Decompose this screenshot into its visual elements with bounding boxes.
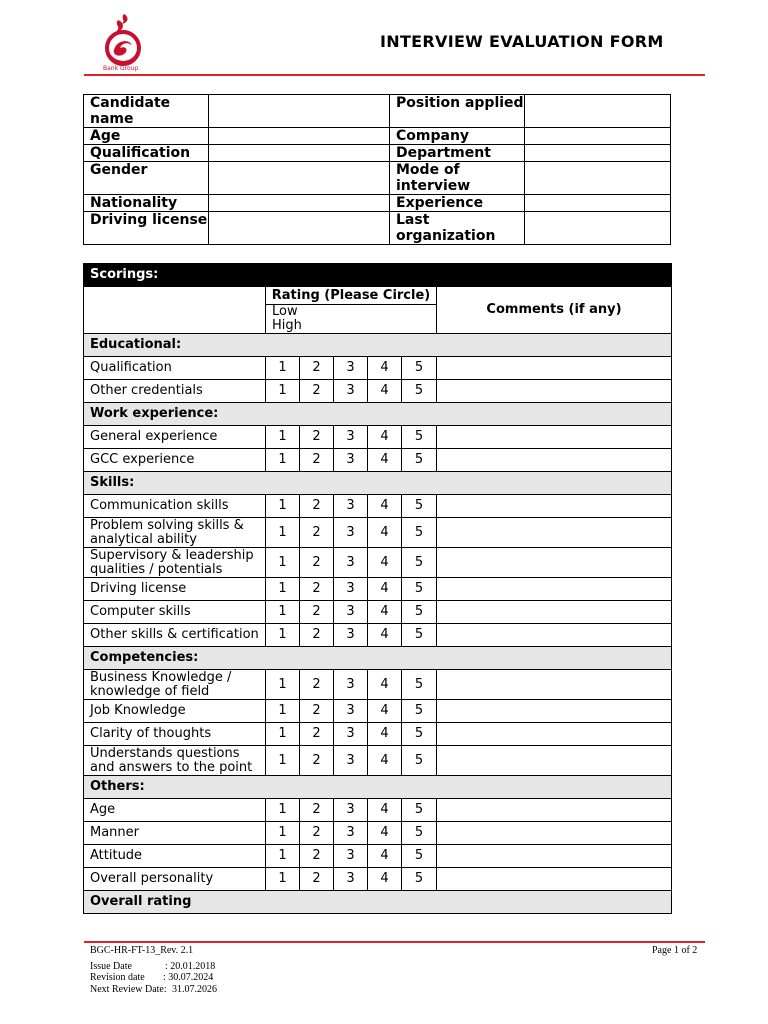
section-header: Others: (84, 776, 672, 799)
criteria-label: Driving license (84, 578, 266, 601)
rating-option[interactable]: 5 (402, 426, 437, 449)
rating-option[interactable]: 4 (368, 601, 402, 624)
rating-option[interactable]: 1 (266, 578, 300, 601)
rating-option[interactable]: 5 (402, 495, 437, 518)
age-field[interactable] (209, 128, 390, 145)
nationality-field[interactable] (209, 195, 390, 212)
experience-field[interactable] (525, 195, 671, 212)
criteria-label: Attitude (84, 845, 266, 868)
criteria-label: GCC experience (84, 449, 266, 472)
company-field[interactable] (525, 128, 671, 145)
rating-option[interactable]: 1 (266, 799, 300, 822)
criteria-row (84, 518, 672, 548)
rating-option[interactable]: 3 (334, 670, 368, 700)
criteria-row (84, 548, 672, 578)
department-label: Department (390, 145, 525, 162)
rating-option[interactable]: 5 (402, 746, 437, 776)
criteria-row (84, 495, 672, 518)
qualification-field[interactable] (209, 145, 390, 162)
comment-field[interactable] (437, 357, 672, 380)
rating-option[interactable]: 4 (368, 746, 402, 776)
header-divider (84, 74, 705, 76)
section-header: Skills: (84, 472, 672, 495)
revision-date: : 30.07.2024 (163, 972, 214, 983)
rating-option[interactable]: 2 (300, 518, 334, 548)
criteria-label: Computer skills (84, 601, 266, 624)
last-organization-field[interactable] (525, 212, 671, 245)
rating-option[interactable]: 5 (402, 601, 437, 624)
gender-field[interactable] (209, 162, 390, 195)
rating-option[interactable]: 4 (368, 449, 402, 472)
comment-field[interactable] (437, 449, 672, 472)
rating-option[interactable]: 2 (300, 799, 334, 822)
rating-option[interactable]: 5 (402, 548, 437, 578)
criteria-row (84, 578, 672, 601)
next-review-date: 31.07.2026 (172, 984, 217, 995)
rating-option[interactable]: 2 (300, 548, 334, 578)
comment-field[interactable] (437, 670, 672, 700)
criteria-row (84, 449, 672, 472)
comment-field[interactable] (437, 601, 672, 624)
rating-option[interactable]: 1 (266, 624, 300, 647)
rating-option[interactable]: 3 (334, 723, 368, 746)
criteria-row (84, 723, 672, 746)
high-label: High (272, 318, 302, 333)
revision-date-label: Revision date (90, 972, 145, 983)
criteria-label: Qualification (84, 357, 266, 380)
rating-option[interactable]: 4 (368, 822, 402, 845)
rating-option[interactable]: 3 (334, 822, 368, 845)
criteria-header-cell (84, 287, 266, 334)
mode-of-interview-field[interactable] (525, 162, 671, 195)
criteria-label: Understands questions and answers to the point (84, 746, 266, 776)
rating-option[interactable]: 2 (300, 495, 334, 518)
rating-option[interactable]: 4 (368, 380, 402, 403)
rating-option[interactable]: 1 (266, 700, 300, 723)
rating-option[interactable]: 1 (266, 746, 300, 776)
rating-option[interactable]: 1 (266, 845, 300, 868)
rating-option[interactable]: 5 (402, 845, 437, 868)
rating-option[interactable]: 2 (300, 357, 334, 380)
rating-option[interactable]: 3 (334, 548, 368, 578)
rating-option[interactable]: 5 (402, 799, 437, 822)
rating-option[interactable]: 4 (368, 426, 402, 449)
rating-option[interactable]: 2 (300, 670, 334, 700)
rating-option[interactable]: 3 (334, 624, 368, 647)
rating-option[interactable]: 3 (334, 700, 368, 723)
page-number: Page 1 of 2 (652, 945, 698, 956)
page-title: INTERVIEW EVALUATION FORM (380, 32, 664, 51)
criteria-label: Age (84, 799, 266, 822)
comment-field[interactable] (437, 578, 672, 601)
scoring-table (83, 263, 672, 914)
criteria-label: General experience (84, 426, 266, 449)
rating-option[interactable]: 3 (334, 746, 368, 776)
qualification-label: Qualification (84, 145, 209, 162)
low-label: Low (272, 304, 298, 319)
logo-text: Bank Group (103, 65, 139, 72)
rating-option[interactable]: 1 (266, 449, 300, 472)
issue-date-label: Issue Date (90, 961, 132, 972)
rating-option[interactable]: 5 (402, 357, 437, 380)
rating-option[interactable]: 1 (266, 426, 300, 449)
rating-option[interactable]: 2 (300, 845, 334, 868)
rating-option[interactable]: 2 (300, 426, 334, 449)
criteria-row (84, 799, 672, 822)
rating-option[interactable]: 3 (334, 449, 368, 472)
criteria-label: Manner (84, 822, 266, 845)
rating-option[interactable]: 1 (266, 868, 300, 891)
gender-label: Gender (84, 162, 209, 195)
comment-field[interactable] (437, 548, 672, 578)
footer-divider (84, 941, 705, 943)
rating-option[interactable]: 5 (402, 822, 437, 845)
rating-option[interactable]: 4 (368, 700, 402, 723)
overall-rating-row: Overall rating (84, 891, 672, 914)
criteria-row (84, 357, 672, 380)
rating-option[interactable]: 4 (368, 723, 402, 746)
candidate-name-label: Candidate name (84, 95, 209, 128)
company-label: Company (390, 128, 525, 145)
mode-of-interview-label: Mode of interview (390, 162, 525, 195)
comment-field[interactable] (437, 495, 672, 518)
low-high-scale (266, 305, 437, 334)
rating-option[interactable]: 1 (266, 670, 300, 700)
rating-option[interactable]: 4 (368, 357, 402, 380)
rating-option[interactable]: 2 (300, 601, 334, 624)
criteria-row (84, 746, 672, 776)
rating-option[interactable]: 4 (368, 670, 402, 700)
criteria-label: Other skills & certification (84, 624, 266, 647)
rating-option[interactable]: 3 (334, 495, 368, 518)
comment-field[interactable] (437, 380, 672, 403)
criteria-label: Supervisory & leadership qualities / potentials (84, 548, 266, 578)
comment-field[interactable] (437, 700, 672, 723)
rating-option[interactable]: 1 (266, 548, 300, 578)
rating-option[interactable]: 3 (334, 426, 368, 449)
rating-option[interactable]: 5 (402, 380, 437, 403)
criteria-row (84, 380, 672, 403)
comment-field[interactable] (437, 868, 672, 891)
criteria-row (84, 845, 672, 868)
rating-option[interactable]: 3 (334, 578, 368, 601)
rating-option[interactable]: 2 (300, 624, 334, 647)
rating-header: Rating (Please Circle) (266, 287, 437, 305)
comment-field[interactable] (437, 624, 672, 647)
rating-option[interactable]: 3 (334, 845, 368, 868)
nationality-label: Nationality (84, 195, 209, 212)
age-label: Age (84, 128, 209, 145)
rating-option[interactable]: 5 (402, 670, 437, 700)
rating-option[interactable]: 5 (402, 518, 437, 548)
rating-option[interactable]: 2 (300, 700, 334, 723)
rating-option[interactable]: 4 (368, 518, 402, 548)
position-applied-field[interactable] (525, 95, 671, 128)
rating-option[interactable]: 3 (334, 518, 368, 548)
section-header: Educational: (84, 334, 672, 357)
criteria-label: Communication skills (84, 495, 266, 518)
rating-option[interactable]: 5 (402, 624, 437, 647)
rating-option[interactable]: 5 (402, 868, 437, 891)
rating-option[interactable]: 4 (368, 624, 402, 647)
criteria-label: Job Knowledge (84, 700, 266, 723)
candidate-info-table (83, 94, 671, 245)
comment-field[interactable] (437, 799, 672, 822)
rating-option[interactable]: 2 (300, 746, 334, 776)
rating-option[interactable]: 2 (300, 868, 334, 891)
comments-header: Comments (if any) (437, 287, 672, 334)
rating-option[interactable]: 3 (334, 601, 368, 624)
rating-option[interactable]: 4 (368, 495, 402, 518)
comment-field[interactable] (437, 426, 672, 449)
criteria-row (84, 700, 672, 723)
rating-option[interactable]: 4 (368, 578, 402, 601)
criteria-label: Overall personality (84, 868, 266, 891)
criteria-label: Business Knowledge / knowledge of field (84, 670, 266, 700)
rating-option[interactable]: 2 (300, 822, 334, 845)
doc-code: BGC-HR-FT-13_Rev. 2.1 (90, 945, 194, 956)
rating-option[interactable]: 1 (266, 495, 300, 518)
rating-option[interactable]: 3 (334, 380, 368, 403)
comment-field[interactable] (437, 845, 672, 868)
rating-option[interactable]: 2 (300, 723, 334, 746)
rating-option[interactable]: 5 (402, 449, 437, 472)
rating-option[interactable]: 3 (334, 357, 368, 380)
rating-option[interactable]: 5 (402, 723, 437, 746)
rating-option[interactable]: 4 (368, 868, 402, 891)
rating-option[interactable]: 4 (368, 548, 402, 578)
section-header: Work experience: (84, 403, 672, 426)
criteria-label: Problem solving skills & analytical ability (84, 518, 266, 548)
experience-label: Experience (390, 195, 525, 212)
comment-field[interactable] (437, 746, 672, 776)
rating-option[interactable]: 5 (402, 700, 437, 723)
rating-option[interactable]: 1 (266, 601, 300, 624)
criteria-row (84, 670, 672, 700)
rating-option[interactable]: 2 (300, 380, 334, 403)
rating-option[interactable]: 1 (266, 822, 300, 845)
criteria-row (84, 822, 672, 845)
criteria-row (84, 601, 672, 624)
rating-option[interactable]: 2 (300, 449, 334, 472)
criteria-row (84, 868, 672, 891)
comment-field[interactable] (437, 518, 672, 548)
criteria-row (84, 624, 672, 647)
criteria-label: Clarity of thoughts (84, 723, 266, 746)
driving-license-label: Driving license (84, 212, 209, 245)
criteria-label: Other credentials (84, 380, 266, 403)
rating-option[interactable]: 1 (266, 518, 300, 548)
position-applied-label: Position applied (390, 95, 525, 128)
comment-field[interactable] (437, 822, 672, 845)
rating-option[interactable]: 2 (300, 578, 334, 601)
rating-option[interactable]: 4 (368, 845, 402, 868)
next-review-label: Next Review Date: (90, 984, 167, 995)
rating-option[interactable]: 5 (402, 578, 437, 601)
issue-date: : 20.01.2018 (165, 961, 216, 972)
rating-option[interactable]: 1 (266, 723, 300, 746)
department-field[interactable] (525, 145, 671, 162)
candidate-name-field[interactable] (209, 95, 390, 128)
driving-license-field[interactable] (209, 212, 390, 245)
rating-option[interactable]: 1 (266, 357, 300, 380)
section-header: Competencies: (84, 647, 672, 670)
last-organization-label: Last organization (390, 212, 525, 245)
rating-option[interactable]: 3 (334, 868, 368, 891)
scorings-title: Scorings: (84, 264, 672, 287)
comment-field[interactable] (437, 723, 672, 746)
rating-option[interactable]: 4 (368, 799, 402, 822)
rating-option[interactable]: 3 (334, 799, 368, 822)
criteria-row (84, 426, 672, 449)
rating-option[interactable]: 1 (266, 380, 300, 403)
